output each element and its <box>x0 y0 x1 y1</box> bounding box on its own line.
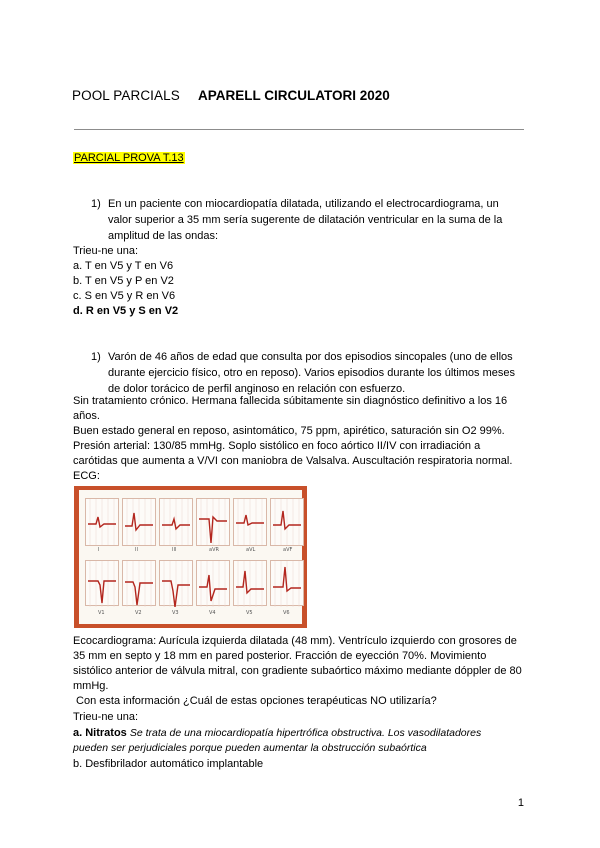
option-a-label: a. Nitratos <box>73 727 127 739</box>
ecg-lead-i <box>85 498 119 546</box>
ecg-trace <box>197 499 229 545</box>
echo-line: 35 mm en septo y 18 mm en pared posterior. Fracción de eyección 70%. Movimiento <box>73 650 487 662</box>
document-title: POOL PARCIALS <box>72 88 180 103</box>
case-history-line: Sin tratamiento crónico. Hermana fallecida súbitamente sin diagnóstico definitivo a los 16 <box>73 395 508 407</box>
ecg-trace <box>271 561 303 607</box>
question-1-line: En un paciente con miocardiopatía dilatada, utilizando el electrocardiograma, un <box>108 198 499 210</box>
question-1-option-b[interactable]: b. T en V5 y P en V2 <box>73 275 174 287</box>
page-number: 1 <box>517 797 524 809</box>
ecg-lead-ii <box>122 498 156 546</box>
case-exam-line: Presión arterial: 130/85 mmHg. Soplo sistólico en foco aórtico II/IV con irradiación a <box>73 440 481 452</box>
ecg-lead-avr <box>196 498 230 546</box>
ecg-lead-iii <box>159 498 193 546</box>
option-a-explanation: Se trata de una miocardiopatía hipertrófica obstructiva. Los vasodilatadores <box>129 727 482 739</box>
question-2-prompt: Con esta información ¿Cuál de estas opciones terapéuticas NO utilizaría? <box>73 695 437 707</box>
ecg-trace <box>86 561 118 607</box>
question-1-option-c[interactable]: c. S en V5 y R en V6 <box>73 290 176 302</box>
question-2-line: durante ejercicio físico, otro en reposo). Varios episodios durante los últimos meses <box>108 367 515 379</box>
question-1-line: amplitud de las ondas: <box>108 230 219 242</box>
ecg-lead-v5 <box>233 560 267 606</box>
ecg-lead-v4 <box>196 560 230 606</box>
ecg-lead-avf <box>270 498 304 546</box>
ecg-lead-label: III <box>172 547 177 553</box>
echo-line: mmHg. <box>73 680 109 692</box>
ecg-lead-v1 <box>85 560 119 606</box>
case-exam-line: Buen estado general en reposo, asintomático, 75 ppm, apirético, saturación sin O2 99%. <box>73 425 505 437</box>
ecg-lead-v2 <box>122 560 156 606</box>
section-heading: PARCIAL PROVA T.13 <box>74 152 184 164</box>
ecg-lead-label: aVL <box>246 547 256 553</box>
question-1-number: 1) <box>91 198 101 210</box>
case-exam-line: carótidas que aumenta a V/VI con maniobra de Valsalva. Auscultación respiratoria normal. <box>73 455 513 467</box>
ecg-lead-avl <box>233 498 267 546</box>
ecg-lead-label: V2 <box>135 610 142 616</box>
ecg-lead-label: aVF <box>283 547 293 553</box>
question-1-answer[interactable]: d. R en V5 y S en V2 <box>73 305 179 317</box>
question-2-option-a[interactable] <box>73 725 481 741</box>
question-2-number: 1) <box>91 351 101 363</box>
ecg-lead-label: V4 <box>209 610 216 616</box>
echo-line: Ecocardiograma: Aurícula izquierda dilatada (48 mm). Ventrículo izquierdo con grosores de <box>73 635 517 647</box>
ecg-label: ECG: <box>73 470 100 482</box>
echo-line: sistólico anterior de válvula mitral, con gradiente subaórtico máximo mediante dóppler de 80 <box>73 665 522 677</box>
question-1-instruction: Trieu-ne una: <box>73 245 139 257</box>
case-history-line: años. <box>73 410 100 422</box>
ecg-lead-label: V1 <box>98 610 105 616</box>
question-2-option-b[interactable]: b. Desfibrilador automático implantable <box>73 758 264 770</box>
ecg-trace <box>123 499 155 545</box>
ecg-lead-label: aVR <box>209 547 219 553</box>
ecg-trace <box>234 499 266 545</box>
question-2-line: de dolor torácico de perfil anginoso en relación con esfuerzo. <box>108 383 406 395</box>
ecg-trace <box>271 499 303 545</box>
ecg-trace <box>86 499 118 545</box>
question-2-instruction: Trieu-ne una: <box>73 711 139 723</box>
question-1-option-a[interactable]: a. T en V5 y T en V6 <box>73 260 174 272</box>
ecg-lead-label: V3 <box>172 610 179 616</box>
ecg-lead-v6 <box>270 560 304 606</box>
question-1-line: valor superior a 35 mm sería sugerente de dilatación ventricular en la suma de la <box>108 214 503 226</box>
question-2-line: Varón de 46 años de edad que consulta por dos episodios sincopales (uno de ellos <box>108 351 513 363</box>
ecg-trace <box>197 561 229 607</box>
ecg-lead-label: II <box>135 547 138 553</box>
ecg-lead-v3 <box>159 560 193 606</box>
ecg-paper <box>79 490 302 624</box>
header-divider <box>74 129 524 130</box>
ecg-trace <box>234 561 266 607</box>
document-subtitle: APARELL CIRCULATORI 2020 <box>198 88 390 103</box>
ecg-lead-label: I <box>98 547 100 553</box>
option-a-explanation-continued: pueden ser perjudiciales porque pueden aumentar la obstrucción subaórtica <box>73 742 427 754</box>
ecg-trace <box>123 561 155 607</box>
ecg-trace <box>160 499 192 545</box>
ecg-lead-label: V5 <box>246 610 253 616</box>
ecg-image <box>74 486 307 628</box>
ecg-lead-label: V6 <box>283 610 290 616</box>
ecg-trace <box>160 561 192 607</box>
